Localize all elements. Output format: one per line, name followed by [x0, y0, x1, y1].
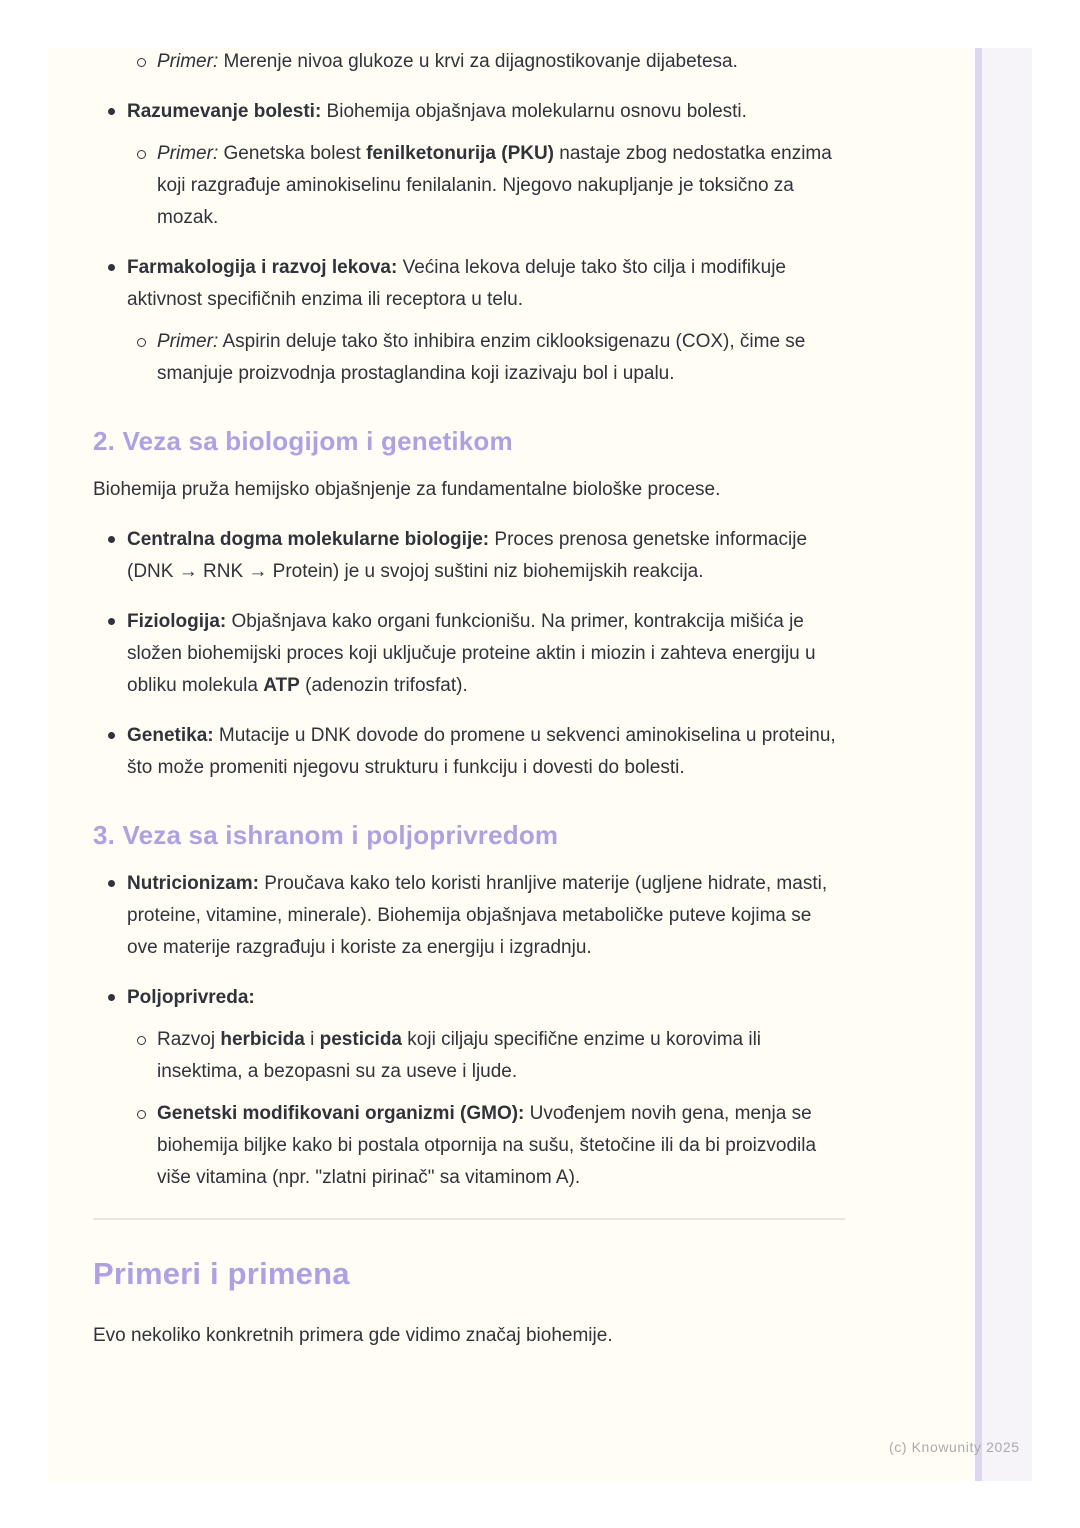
list-item: [93, 1024, 845, 1088]
next-page-edge[interactable]: [982, 48, 1032, 1481]
list-item-text: Poljoprivreda:: [127, 987, 255, 1008]
list-item: [93, 720, 845, 784]
list-item: [93, 1098, 845, 1194]
watermark: (c) Knowunity 2025: [889, 1439, 1020, 1455]
list-item: [93, 326, 845, 390]
list-item-text: Nutricionizam: Proučava kako telo koristi hranljive materije (ugljene hidrate, masti, proteine, vitamine, minerale). Biohemija objašnjava metaboličke puteve kojima se ove materije razgrađuju i koriste za energiju i izgradnju.: [127, 873, 828, 958]
section-heading-3: 3. Veza sa ishranom i poljoprivredom: [93, 820, 559, 850]
list-item: [93, 868, 845, 964]
list-item-text: Razumevanje bolesti: Biohemija objašnjava molekularnu osnovu bolesti.: [127, 101, 747, 122]
list-item: [93, 96, 845, 128]
list-item: [93, 138, 845, 234]
page-edge-divider: [975, 48, 982, 1481]
list-item: [93, 46, 845, 78]
section-divider: [93, 1218, 845, 1220]
list-item: [93, 606, 845, 702]
bullet-circle-icon: [137, 1110, 146, 1119]
list-item: [93, 252, 845, 316]
document-page: [48, 48, 975, 1481]
bullet-circle-icon: [137, 150, 146, 159]
section-intro: Evo nekoliko konkretnih primera gde vidimo značaj biohemije.: [93, 1325, 613, 1346]
section-heading-2: 2. Veza sa biologijom i genetikom: [93, 426, 513, 456]
section-intro: Biohemija pruža hemijsko objašnjenje za fundamentalne biološke procese.: [93, 479, 721, 500]
list-item-text: Genetski modifikovani organizmi (GMO): Uvođenjem novih gena, menja se biohemija biljke kako bi postala otpornija na sušu, štetočine ili da bi proizvodila više vitamina (npr. "zlatni pirinač" sa vitaminom A).: [157, 1103, 817, 1188]
list-item-text: Primer: Aspirin deluje tako što inhibira enzim ciklooksigenazu (COX), čime se smanjuje proizvodnja prostaglandina koji izazivaju bol i upalu.: [157, 331, 806, 384]
bullet-disc-icon: [108, 732, 115, 739]
bullet-disc-icon: [108, 536, 115, 543]
list-item-text: Genetika: Mutacije u DNK dovode do promene u sekvenci aminokiselina u proteinu, što može promeniti njegovu strukturu i funkciju i dovesti do bolesti.: [127, 725, 836, 778]
list-item-text: Primer: Merenje nivoa glukoze u krvi za dijagnostikovanje dijabetesa.: [157, 51, 738, 72]
list-item: [93, 982, 845, 1014]
bullet-disc-icon: [108, 994, 115, 1001]
bullet-circle-icon: [137, 1036, 146, 1045]
bullet-circle-icon: [137, 338, 146, 347]
document-content: [93, 46, 845, 1352]
list-item: [93, 524, 845, 588]
list-item-text: Razvoj herbicida i pesticida koji ciljaju specifične enzime u korovima ili insektima, a bezopasni su za useve i ljude.: [157, 1029, 762, 1082]
list-item-text: Centralna dogma molekularne biologije: Proces prenosa genetske informacije (DNK → RNK → Protein) je u svojoj suštini niz biohemijskih reakcija.: [127, 529, 808, 582]
list-item-text: Farmakologija i razvoj lekova: Većina lekova deluje tako što cilja i modifikuje aktivnost specifičnih enzima ili receptora u telu.: [127, 257, 786, 310]
bullet-disc-icon: [108, 618, 115, 625]
bullet-disc-icon: [108, 264, 115, 271]
list-item-text: Primer: Genetska bolest fenilketonurija (PKU) nastaje zbog nedostatka enzima koji razgrađuje aminokiselinu fenilalanin. Njegovo nakupljanje je toksično za mozak.: [157, 143, 832, 228]
bullet-disc-icon: [108, 880, 115, 887]
bullet-disc-icon: [108, 108, 115, 115]
bullet-circle-icon: [137, 58, 146, 67]
page-heading: Primeri i primena: [93, 1256, 350, 1291]
list-item-text: Fiziologija: Objašnjava kako organi funkcionišu. Na primer, kontrakcija mišića je složen biohemijski proces koji uključuje proteine aktin i miozin i zahteva energiju u obliku molekula ATP (adenozin trifosfat).: [127, 611, 816, 696]
